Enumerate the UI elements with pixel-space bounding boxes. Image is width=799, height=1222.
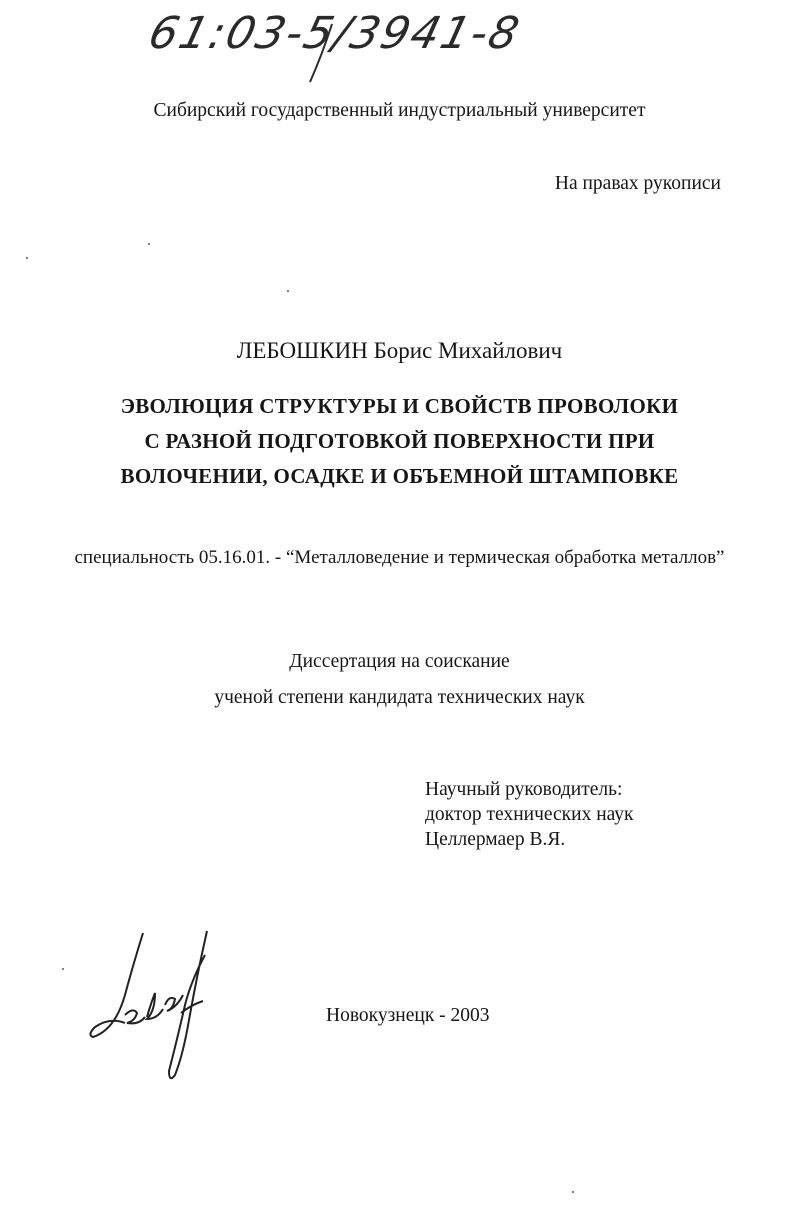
city-year: Новокузнецк - 2003 [326,1005,490,1026]
supervisor-name: Целлермаер В.Я. [425,829,566,850]
scan-speck [62,968,64,970]
title-line: С РАЗНОЙ ПОДГОТОВКОЙ ПОВЕРХНОСТИ ПРИ [144,429,655,453]
stamp-slash-stroke [300,20,340,85]
scan-speck [26,257,28,259]
dissertation-line: ученой степени кандидата технических наук [214,687,585,708]
author-name: ЛЕБОШКИН Борис Михайлович [236,338,563,363]
author-signature [85,925,215,1085]
scan-speck [572,1191,574,1193]
archive-stamp: 61:03-5/3941-8 [143,8,526,59]
supervisor-degree: доктор технических наук [425,804,634,825]
supervisor-block [425,777,634,852]
scan-speck [287,290,289,292]
title-line: ВОЛОЧЕНИИ, ОСАДКЕ И ОБЪЕМНОЙ ШТАМПОВКЕ [120,464,679,488]
university-name: Сибирский государственный индустриальный университет [153,100,646,121]
specialty: специальность 05.16.01. - “Металловедение и термическая обработка металлов” [74,547,725,568]
dissertation-line: Диссертация на соискание [289,651,510,672]
title-line: ЭВОЛЮЦИЯ СТРУКТУРЫ И СВОЙСТВ ПРОВОЛОКИ [120,394,679,418]
supervisor-label: Научный руководитель: [425,779,623,800]
manuscript-note: На правах рукописи [554,173,721,194]
scan-speck [148,243,150,245]
